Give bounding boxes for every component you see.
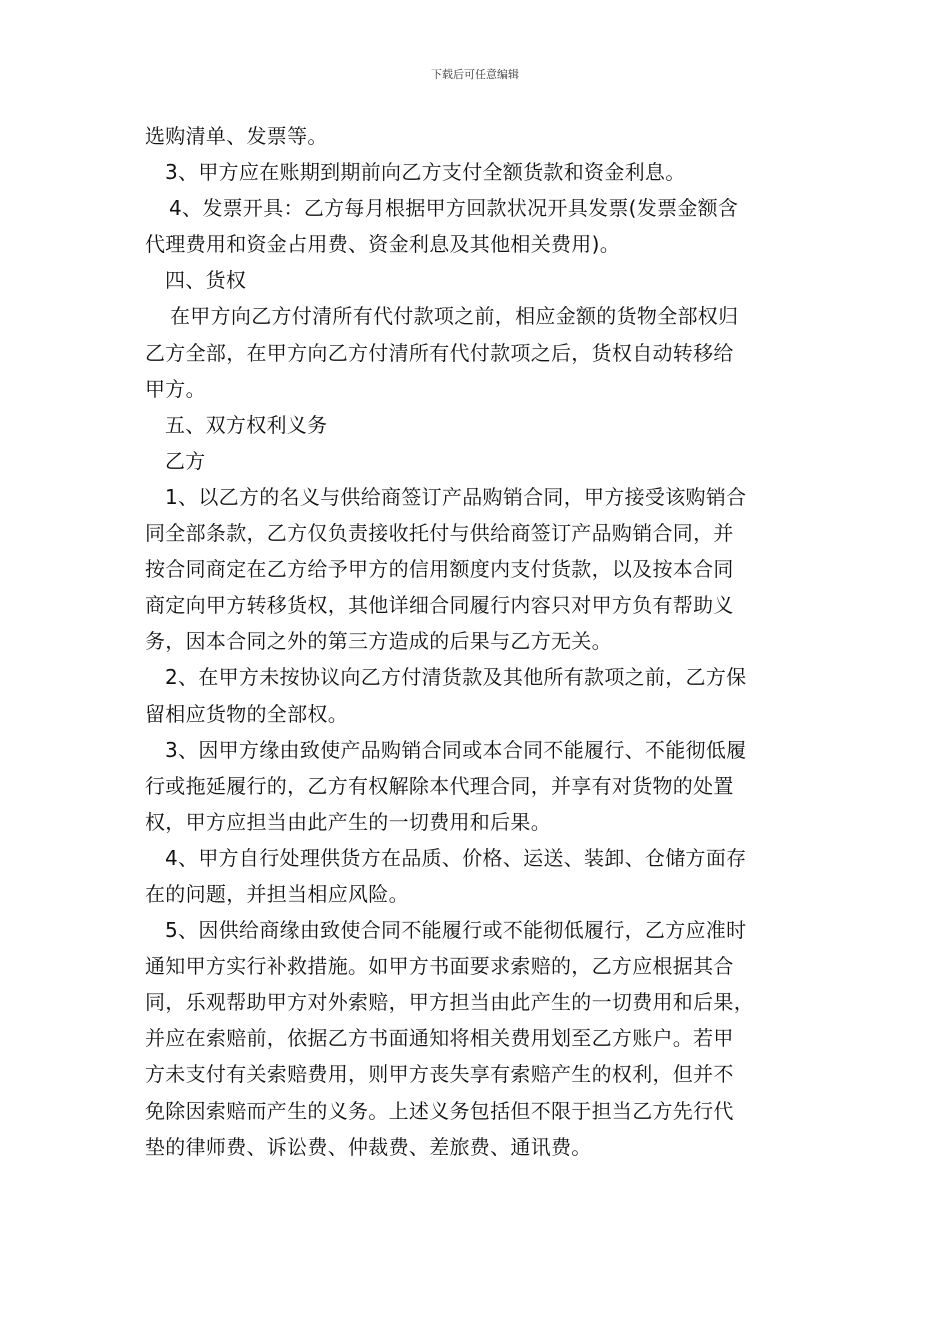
section-heading: 五、双方权利义务 <box>165 412 328 437</box>
text-line: 权，甲方应担当由此产生的一切费用和后果。 <box>145 809 551 834</box>
text-line: 选购清单、发票等。 <box>145 124 328 148</box>
text-line: 甲方。 <box>145 376 206 401</box>
text-line: 通知甲方实行补救措施。如甲方书面要求索赔的，乙方应根据其合 <box>145 954 734 979</box>
text-line: 按合同商定在乙方给予甲方的信用额度内支付货款，以及按本合同 <box>145 557 734 582</box>
text-line: 行或拖延履行的，乙方有权解除本代理合同，并享有对货物的处置 <box>145 773 734 798</box>
text-line: 乙方全部，在甲方向乙方付清所有代付款项之后，货权自动转移给 <box>145 340 734 365</box>
text-line: 垫的律师费、诉讼费、仲裁费、差旅费、通讯费。 <box>145 1134 592 1159</box>
text-line: 4、甲方自行处理供货方在品质、价格、运送、装卸、仓储方面存 <box>165 845 747 870</box>
subsection-heading: 乙方 <box>165 448 206 473</box>
text-line: 3、甲方应在账期到期前向乙方支付全额货款和资金利息。 <box>165 160 686 185</box>
text-line: 代理费用和资金占用费、资金利息及其他相关费用)。 <box>145 232 621 257</box>
page-header-note: 下载后可任意编辑 <box>431 68 519 81</box>
document-body <box>145 118 810 1165</box>
text-line: 务，因本合同之外的第三方造成的后果与乙方无关。 <box>145 629 612 654</box>
text-line: 留相应货物的全部权。 <box>145 701 348 726</box>
text-line: 方未支付有关索赔费用，则甲方丧失享有索赔产生的权利，但并不 <box>145 1062 734 1087</box>
text-line: 并应在索赔前，依据乙方书面通知将相关费用划至乙方账户。若甲 <box>145 1026 734 1051</box>
text-line: 3、因甲方缘由致使产品购销合同或本合同不能履行、不能彻低履 <box>165 737 747 762</box>
text-line: 在甲方向乙方付清所有代付款项之前，相应金额的货物全部权归 <box>170 304 739 329</box>
text-line: 商定向甲方转移货权，其他详细合同履行内容只对甲方负有帮助义 <box>145 593 734 618</box>
text-line: 4、发票开具：乙方每月根据甲方回款状况开具发票(发票金额含 <box>169 196 739 221</box>
text-line: 2、在甲方未按协议向乙方付清货款及其他所有款项之前，乙方保 <box>165 665 747 690</box>
text-line: 5、因供给商缘由致使合同不能履行或不能彻低履行，乙方应准时 <box>165 918 747 943</box>
text-line: 同全部条款，乙方仅负责接收托付与供给商签订产品购销合同，并 <box>145 521 734 546</box>
text-line: 同，乐观帮助甲方对外索赔，甲方担当由此产生的一切费用和后果， <box>145 990 754 1015</box>
section-heading: 四、货权 <box>165 268 247 293</box>
text-line: 1、以乙方的名义与供给商签订产品购销合同，甲方接受该购销合 <box>165 484 747 509</box>
text-line: 在的问题，并担当相应风险。 <box>145 881 409 906</box>
text-line: 免除因索赔而产生的义务。上述义务包括但不限于担当乙方先行代 <box>145 1098 734 1123</box>
